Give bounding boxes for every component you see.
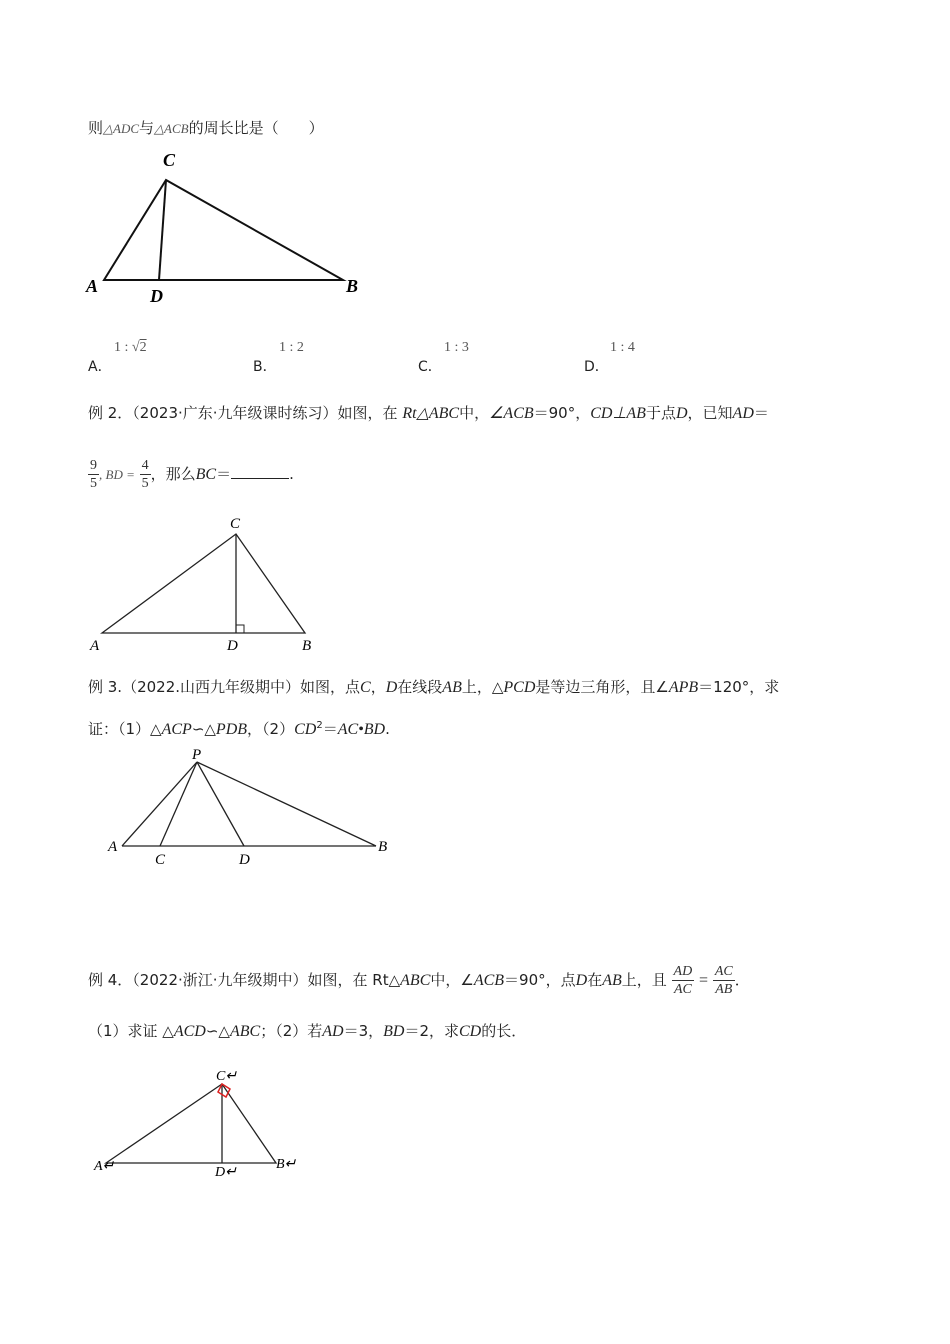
q1-figure [80,148,370,308]
q1-label-c: C [163,150,176,170]
option-letter: C． [418,359,442,375]
q1-option-b[interactable] [253,340,304,376]
q3-segment-pa [122,762,197,846]
q2-label-a: A [90,638,100,654]
q4-figure [90,1062,330,1182]
q4-label-c: C↵ [216,1069,238,1084]
q3-figure [104,744,414,874]
q1-option-c[interactable] [418,340,469,376]
q1-triangle-adc: △ADC [103,121,140,136]
option-letter: A． [88,359,112,375]
q4-triangle-abc [106,1084,276,1163]
q2-stem-line1: 例 2．（2023·广东·九年级课时练习）如图，在 Rt△ABC中，∠ACB＝90°，CD⊥AB于点D，已知AD＝ [88,404,769,422]
q3-label-d: D [239,852,250,868]
q3-stem-line1: 例 3.（2022.山西九年级期中）如图，点C，D在线段AB上，△PCD是等边三角形，且∠APB＝120°，求 [88,678,780,696]
option-value: 1 : 4 [610,340,635,355]
q2-fraction-bd: $\frac{4}{5}$ [141,458,149,491]
option-value: 1 : 3 [444,340,469,355]
q1-label-d: D [150,286,163,306]
q1-label-a: A [86,276,99,296]
q1-triangle-acb: △ACB [154,121,189,136]
q3-segment-pc [160,762,197,846]
q4-fraction-ac-ab: $\frac{AC}{AB}$ [714,964,733,997]
q3-label-a: A [108,839,118,855]
option-letter: B． [253,359,277,375]
q2-stem-line2: $\frac{9}{5}$ , BD = $\frac{4}{5}$ ，那么BC＝ . [90,458,294,491]
q2-triangle-abc [102,534,305,633]
q2-fraction-ad: $\frac{9}{5}$ [90,458,97,491]
q3-segment-pb [197,762,376,846]
q3-segment-pd [197,762,244,846]
option-letter: D． [584,359,609,375]
q2-figure [88,512,348,652]
q4-label-a: A↵ [94,1159,115,1174]
q3-stem-line2: 证：（1）△ACP∽△PDB，$(2)CD^2=AC•BD$. [88,720,390,738]
q4-label-d: D↵ [215,1165,237,1180]
q1-segment-cd [159,180,166,280]
q2-label-b: B [302,638,312,654]
q3-label-p: P [192,747,202,763]
q1-option-d[interactable] [584,340,635,376]
q1-stem-mid: 与 [139,119,155,137]
q1-triangle-abc [104,180,343,280]
q1-label-b: B [346,276,359,296]
option-value: 1 : √2 [114,340,147,355]
q2-right-angle-mark [236,625,244,633]
q1-stem-suffix: 的周长比是（ ） [188,119,324,137]
option-value: 1 : 2 [279,340,304,355]
q3-label-b: B [378,839,388,855]
q4-stem-line1: 例 4．（2022·浙江·九年级期中）如图，在 Rt△ABC中，∠ACB＝90°，点D在AB上，且 $\frac{AD}{AC}$ = $\frac{AC}{AB}$ ． [88,964,750,997]
q2-label-c: C [230,516,241,532]
q4-fraction-ad-ac: $\frac{AD}{AC}$ [673,964,693,997]
q4-stem-line2: （1）求证 △ACD∽△ABC；（2）若AD＝3，BD＝2，求CD的长． [88,1022,527,1040]
q2-label-d: D [227,638,238,654]
q1-stem [88,118,324,139]
q1-stem-prefix: 则 [88,119,104,137]
q3-label-c: C [155,852,166,868]
q1-option-a[interactable] [88,340,147,376]
q2-answer-blank[interactable] [231,464,289,479]
q4-label-b: B↵ [276,1157,297,1172]
